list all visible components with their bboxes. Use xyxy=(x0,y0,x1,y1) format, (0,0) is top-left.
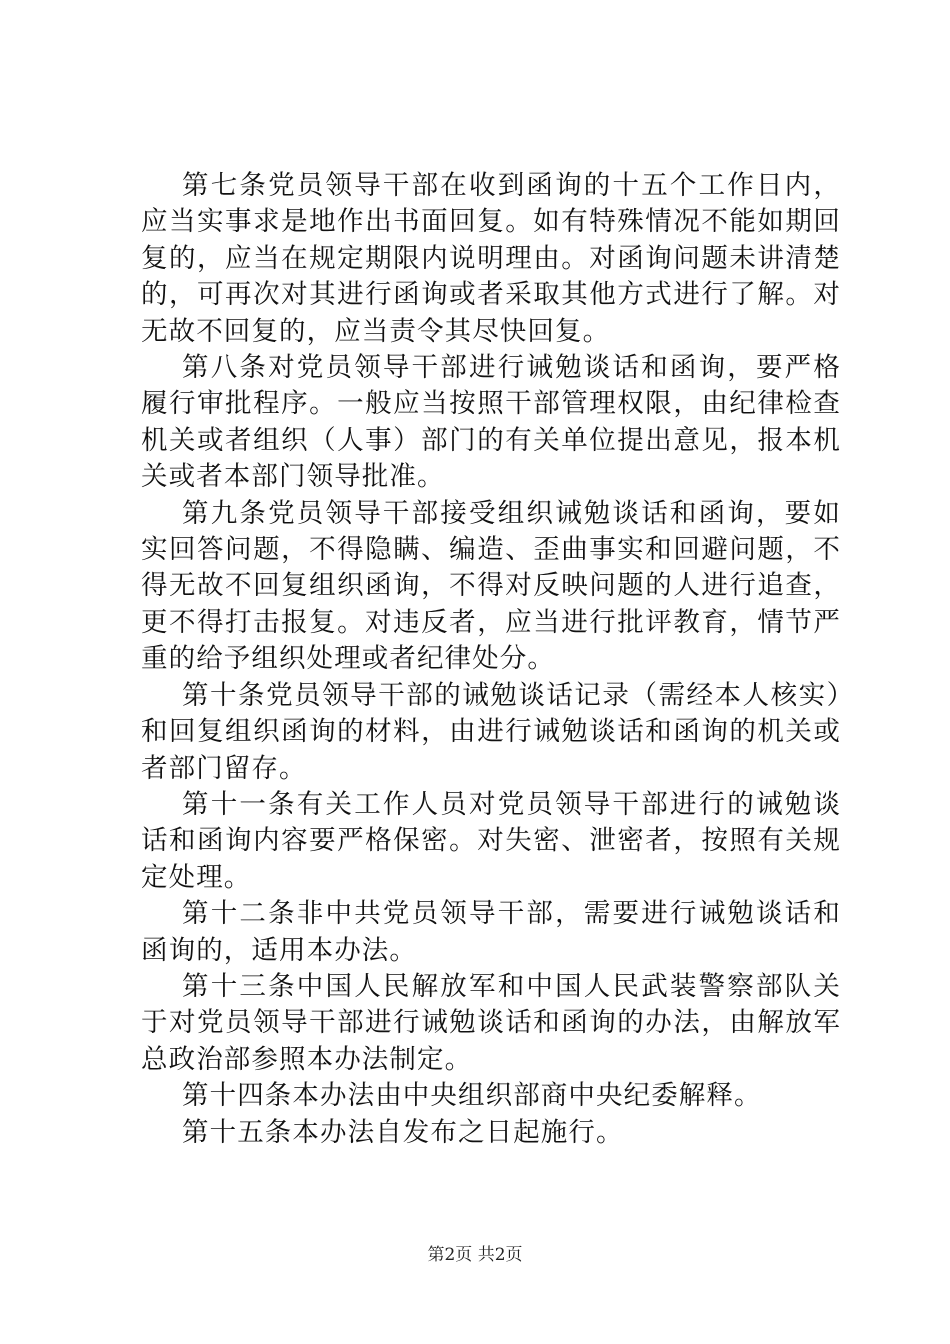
article-14-paragraph: 第十四条本办法由中央组织部商中央纪委解释。 xyxy=(182,1080,762,1112)
document-body xyxy=(141,168,841,1151)
article-7-paragraph: 第七条党员领导干部在收到函询的十五个工作日内，应当实事求是地作出书面回复。如有特殊情况不能如期回复的，应当在规定期限内说明理由。对函询问题未讲清楚的，可再次对其进行函询或者采取其他方式进行了解。对无故不回复的，应当责令其尽快回复。 xyxy=(141,170,841,347)
article-12-paragraph: 第十二条非中共党员领导干部，需要进行诫勉谈话和函询的，适用本办法。 xyxy=(141,898,841,966)
article-11-paragraph: 第十一条有关工作人员对党员领导干部进行的诫勉谈话和函询内容要严格保密。对失密、泄密者，按照有关规定处理。 xyxy=(141,788,841,893)
article-10-paragraph: 第十条党员领导干部的诫勉谈话记录（需经本人核实）和回复组织函询的材料，由进行诫勉谈话和函询的机关或者部门留存。 xyxy=(141,679,841,784)
article-8-paragraph: 第八条对党员领导干部进行诫勉谈话和函询，要严格履行审批程序。一般应当按照干部管理权限，由纪律检查机关或者组织（人事）部门的有关单位提出意见，报本机关或者本部门领导批准。 xyxy=(141,352,841,493)
article-13-paragraph: 第十三条中国人民解放军和中国人民武装警察部队关于对党员领导干部进行诫勉谈话和函询的办法，由解放军总政治部参照本办法制定。 xyxy=(141,970,841,1075)
page-number-footer: 第2页 共2页 xyxy=(427,1245,523,1265)
article-9-paragraph: 第九条党员领导干部接受组织诫勉谈话和函询，要如实回答问题，不得隐瞒、编造、歪曲事实和回避问题，不得无故不回复组织函询，不得对反映问题的人进行追查，更不得打击报复。对违反者，应当进行批评教育，情节严重的给予组织处理或者纪律处分。 xyxy=(141,497,841,675)
article-15-paragraph: 第十五条本办法自发布之日起施行。 xyxy=(182,1116,624,1148)
